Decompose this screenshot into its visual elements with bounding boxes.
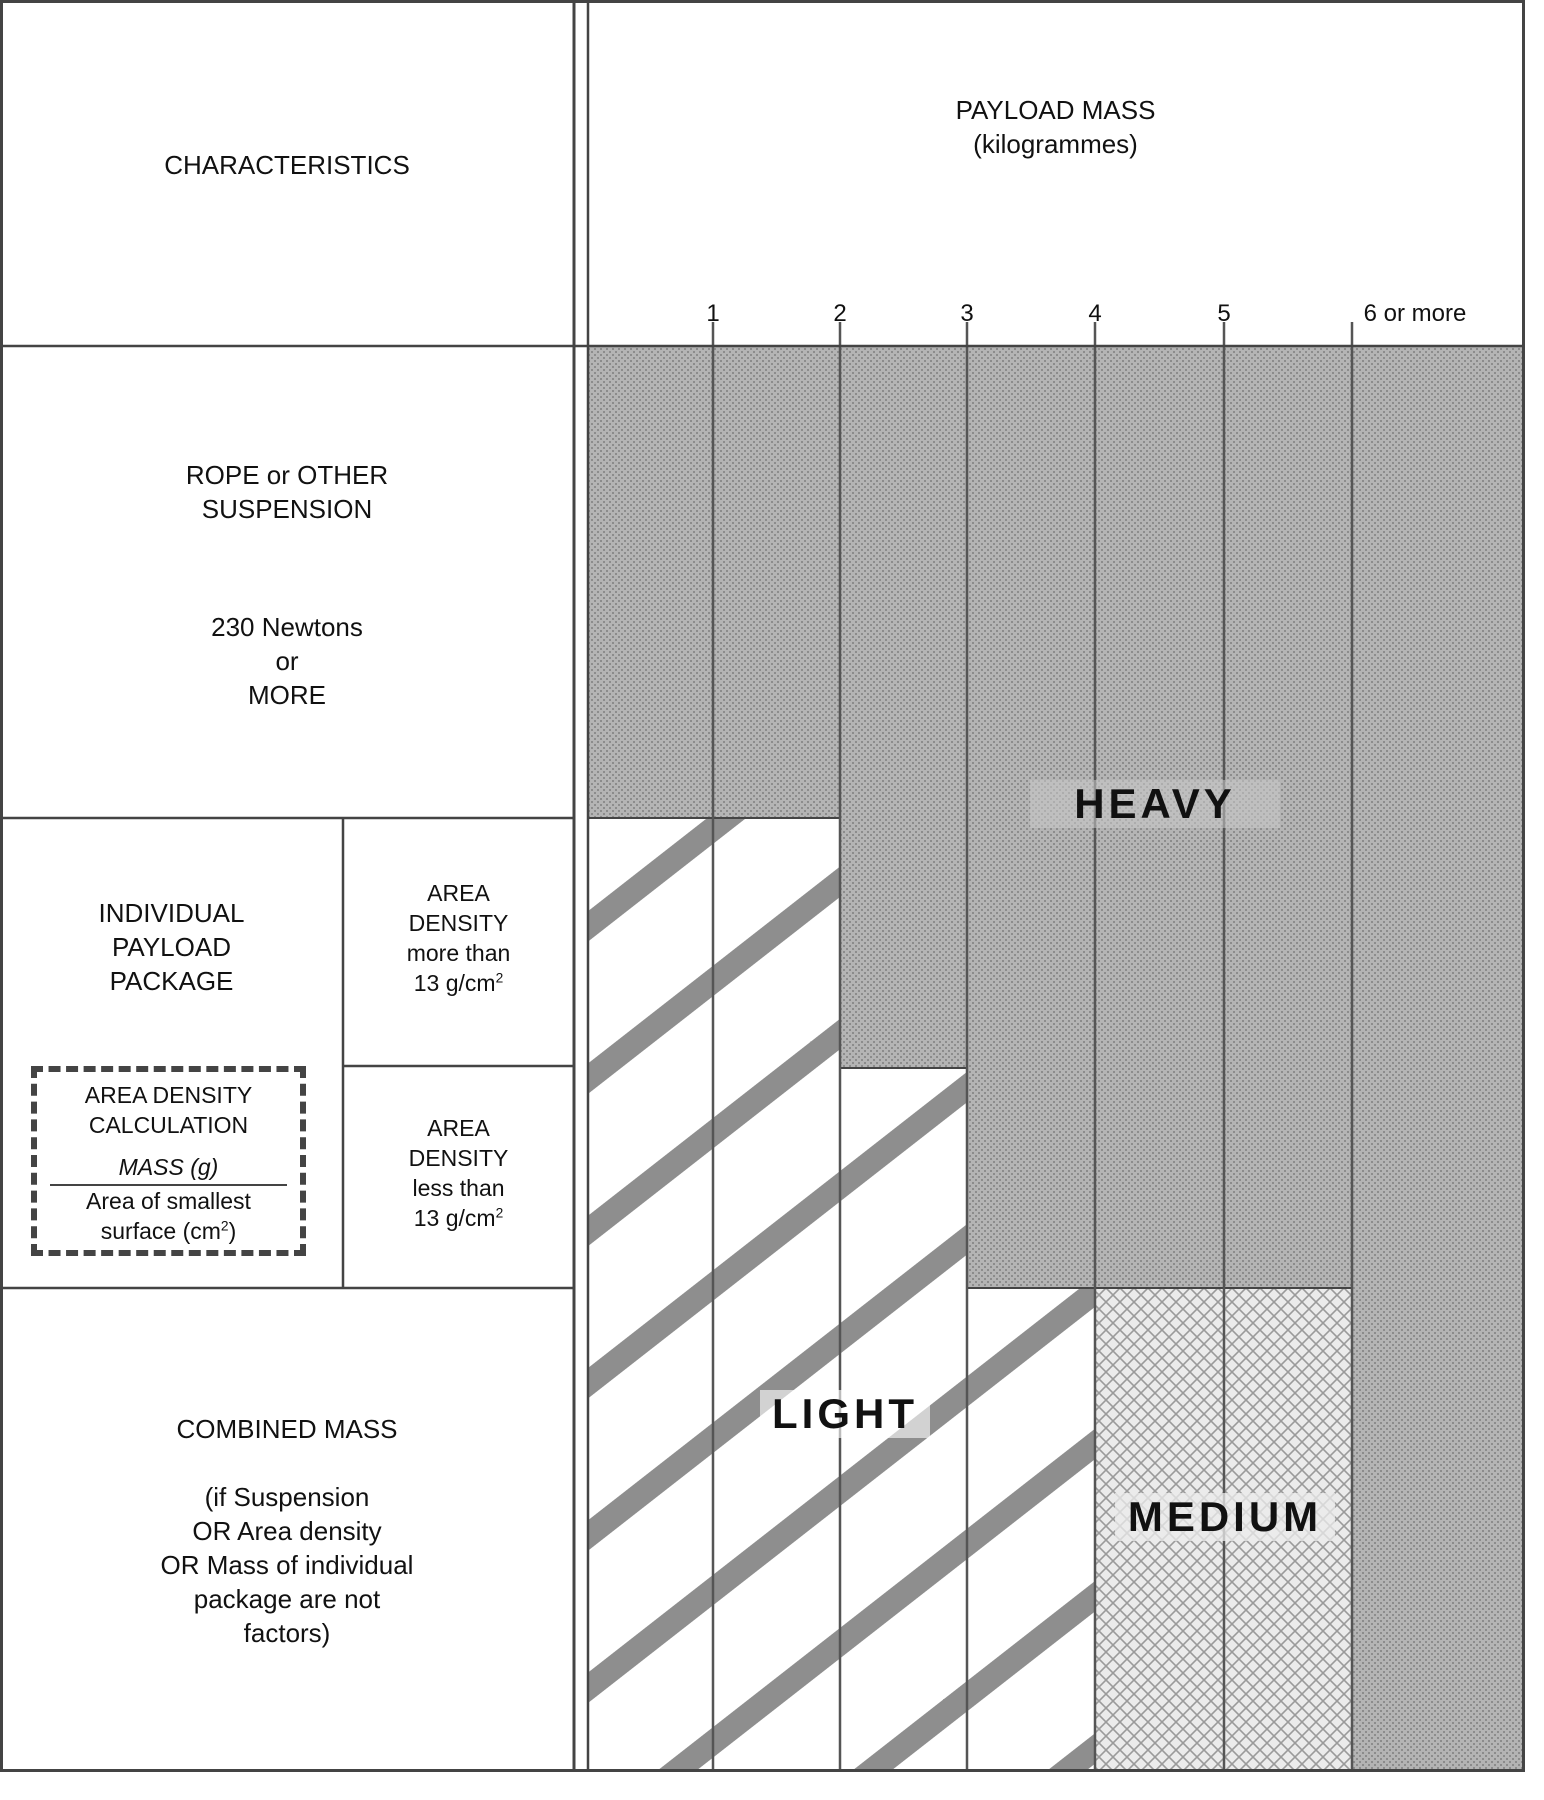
tick-label-5: 5 [1217, 300, 1231, 327]
calc-denominator-line1: Area of smallest [86, 1188, 251, 1214]
density-more-value: 13 g/cm [413, 970, 496, 996]
rope-value-line3: MORE [248, 680, 326, 710]
calc-numerator: MASS (g) [118, 1154, 219, 1180]
density-more-line4 [343, 968, 574, 998]
rope-title-line2: SUSPENSION [201, 494, 373, 524]
rope-suspension-cell [0, 458, 574, 712]
medium-label: MEDIUM [1115, 1493, 1335, 1541]
density-more-line1: AREA [427, 880, 490, 906]
combined-title: COMBINED MASS [176, 1414, 398, 1444]
density-more-cell [343, 878, 574, 998]
calc-denominator-text: surface (cm [100, 1218, 221, 1244]
combined-line4: package are not [193, 1584, 381, 1614]
density-less-sup: 2 [495, 1205, 504, 1221]
density-more-sup: 2 [495, 970, 504, 986]
combined-line3: OR Mass of individual [160, 1550, 414, 1580]
area-density-calculation-box [31, 1066, 306, 1256]
density-less-line4 [343, 1203, 574, 1233]
density-more-line3: more than [406, 940, 511, 966]
tick-label-2: 2 [833, 300, 847, 327]
combined-mass-cell [0, 1412, 574, 1650]
payload-mass-unit: (kilogrammes) [973, 129, 1138, 159]
calc-line1: AREA DENSITY [84, 1082, 253, 1108]
tick-label-6-or-more: 6 or more [1363, 300, 1467, 327]
combined-line2: OR Area density [192, 1516, 382, 1546]
individual-line1: INDIVIDUAL [98, 898, 245, 928]
calc-denominator-sup: 2 [220, 1218, 229, 1234]
characteristics-header: CHARACTERISTICS [164, 150, 410, 180]
rope-value-line1: 230 Newtons [211, 612, 363, 642]
rope-value-line2: or [275, 646, 299, 676]
individual-payload-cell [0, 896, 343, 998]
density-less-line3: less than [412, 1175, 505, 1201]
individual-line3: PACKAGE [109, 966, 234, 996]
density-less-cell [343, 1113, 574, 1233]
density-less-value: 13 g/cm [413, 1205, 496, 1231]
density-less-line2: DENSITY [408, 1145, 509, 1171]
combined-line1: (if Suspension [204, 1482, 370, 1512]
heavy-label: HEAVY [1030, 780, 1280, 828]
payload-mass-title: PAYLOAD MASS [955, 95, 1156, 125]
density-less-line1: AREA [427, 1115, 490, 1141]
density-more-line2: DENSITY [408, 910, 509, 936]
tick-label-1: 1 [706, 300, 720, 327]
calc-denominator-tail: ) [228, 1218, 237, 1244]
combined-line5: factors) [243, 1618, 331, 1648]
tick-label-4: 4 [1088, 300, 1102, 327]
individual-line2: PAYLOAD [112, 932, 231, 962]
calc-line2: CALCULATION [88, 1112, 249, 1138]
light-label: LIGHT [760, 1390, 930, 1438]
light-region-low [967, 1288, 1095, 1770]
rope-title-line1: ROPE or OTHER [185, 460, 389, 490]
calc-denominator-line2 [37, 1216, 300, 1246]
tick-label-3: 3 [960, 300, 974, 327]
